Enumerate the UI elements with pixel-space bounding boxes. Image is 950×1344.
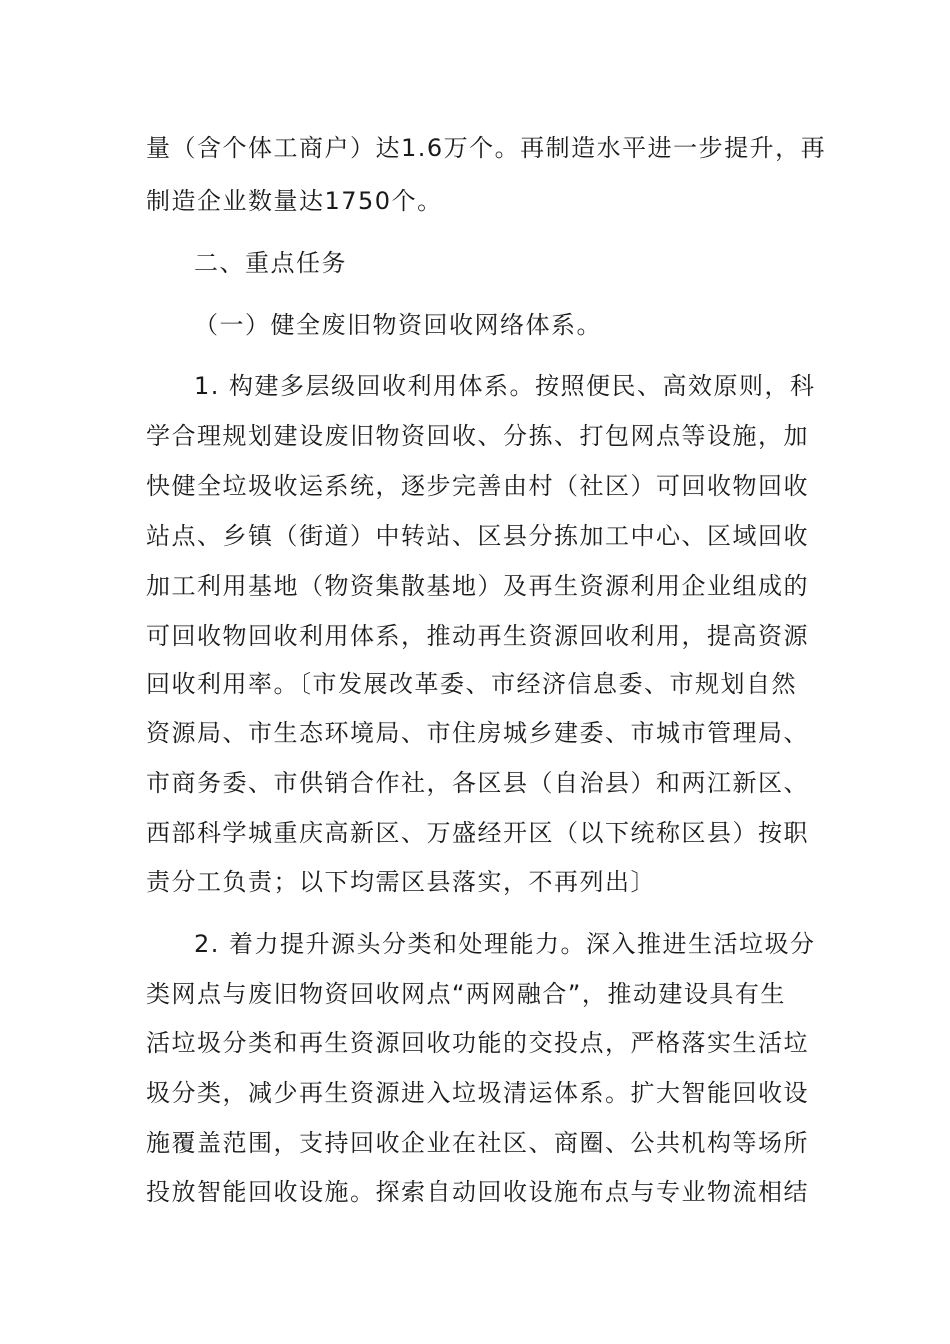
text-line: 学合理规划建设废旧物资回收、分拣、打包网点等设施，加 <box>146 422 809 450</box>
text-line: 1. 构建多层级回收利用体系。按照便民、高效原则，科 <box>194 372 816 400</box>
text-line: 制造企业数量达1750个。 <box>146 187 443 215</box>
text-line: 站点、乡镇（街道）中转站、区县分拣加工中心、区域回收 <box>146 522 809 550</box>
text-line: 市商务委、市供销合作社，各区县（自治县）和两江新区、 <box>146 769 809 797</box>
text-line: 加工利用基地（物资集散基地）及再生资源利用企业组成的 <box>146 572 809 600</box>
text-line: 可回收物回收利用体系，推动再生资源回收利用，提高资源 <box>146 622 809 650</box>
text-line: 类网点与废旧物资回收网点“两网融合”，推动建设具有生 <box>146 980 786 1008</box>
text-line: 快健全垃圾收运系统，逐步完善由村（社区）可回收物回收 <box>146 472 809 500</box>
text-line: 西部科学城重庆高新区、万盛经开区（以下统称区县）按职 <box>146 819 809 847</box>
text-line: 量（含个体工商户）达1.6万个。再制造水平进一步提升，再 <box>146 134 827 162</box>
text-line: 2. 着力提升源头分类和处理能力。深入推进生活垃圾分 <box>194 930 816 958</box>
text-line: 责分工负责；以下均需区县落实，不再列出〕 <box>146 868 656 896</box>
text-line: 回收利用率。〔市发展改革委、市经济信息委、市规划自然 <box>146 670 797 698</box>
text-line: 施覆盖范围，支持回收企业在社区、商圈、公共机构等场所 <box>146 1129 809 1157</box>
section-heading: 二、重点任务 <box>194 249 347 277</box>
subsection-heading: （一）健全废旧物资回收网络体系。 <box>194 311 602 339</box>
text-line: 资源局、市生态环境局、市住房城乡建委、市城市管理局、 <box>146 719 809 747</box>
text-line: 活垃圾分类和再生资源回收功能的交投点，严格落实生活垃 <box>146 1029 809 1057</box>
text-line: 圾分类，减少再生资源进入垃圾清运体系。扩大智能回收设 <box>146 1079 809 1107</box>
text-line: 投放智能回收设施。探索自动回收设施布点与专业物流相结 <box>146 1178 809 1206</box>
